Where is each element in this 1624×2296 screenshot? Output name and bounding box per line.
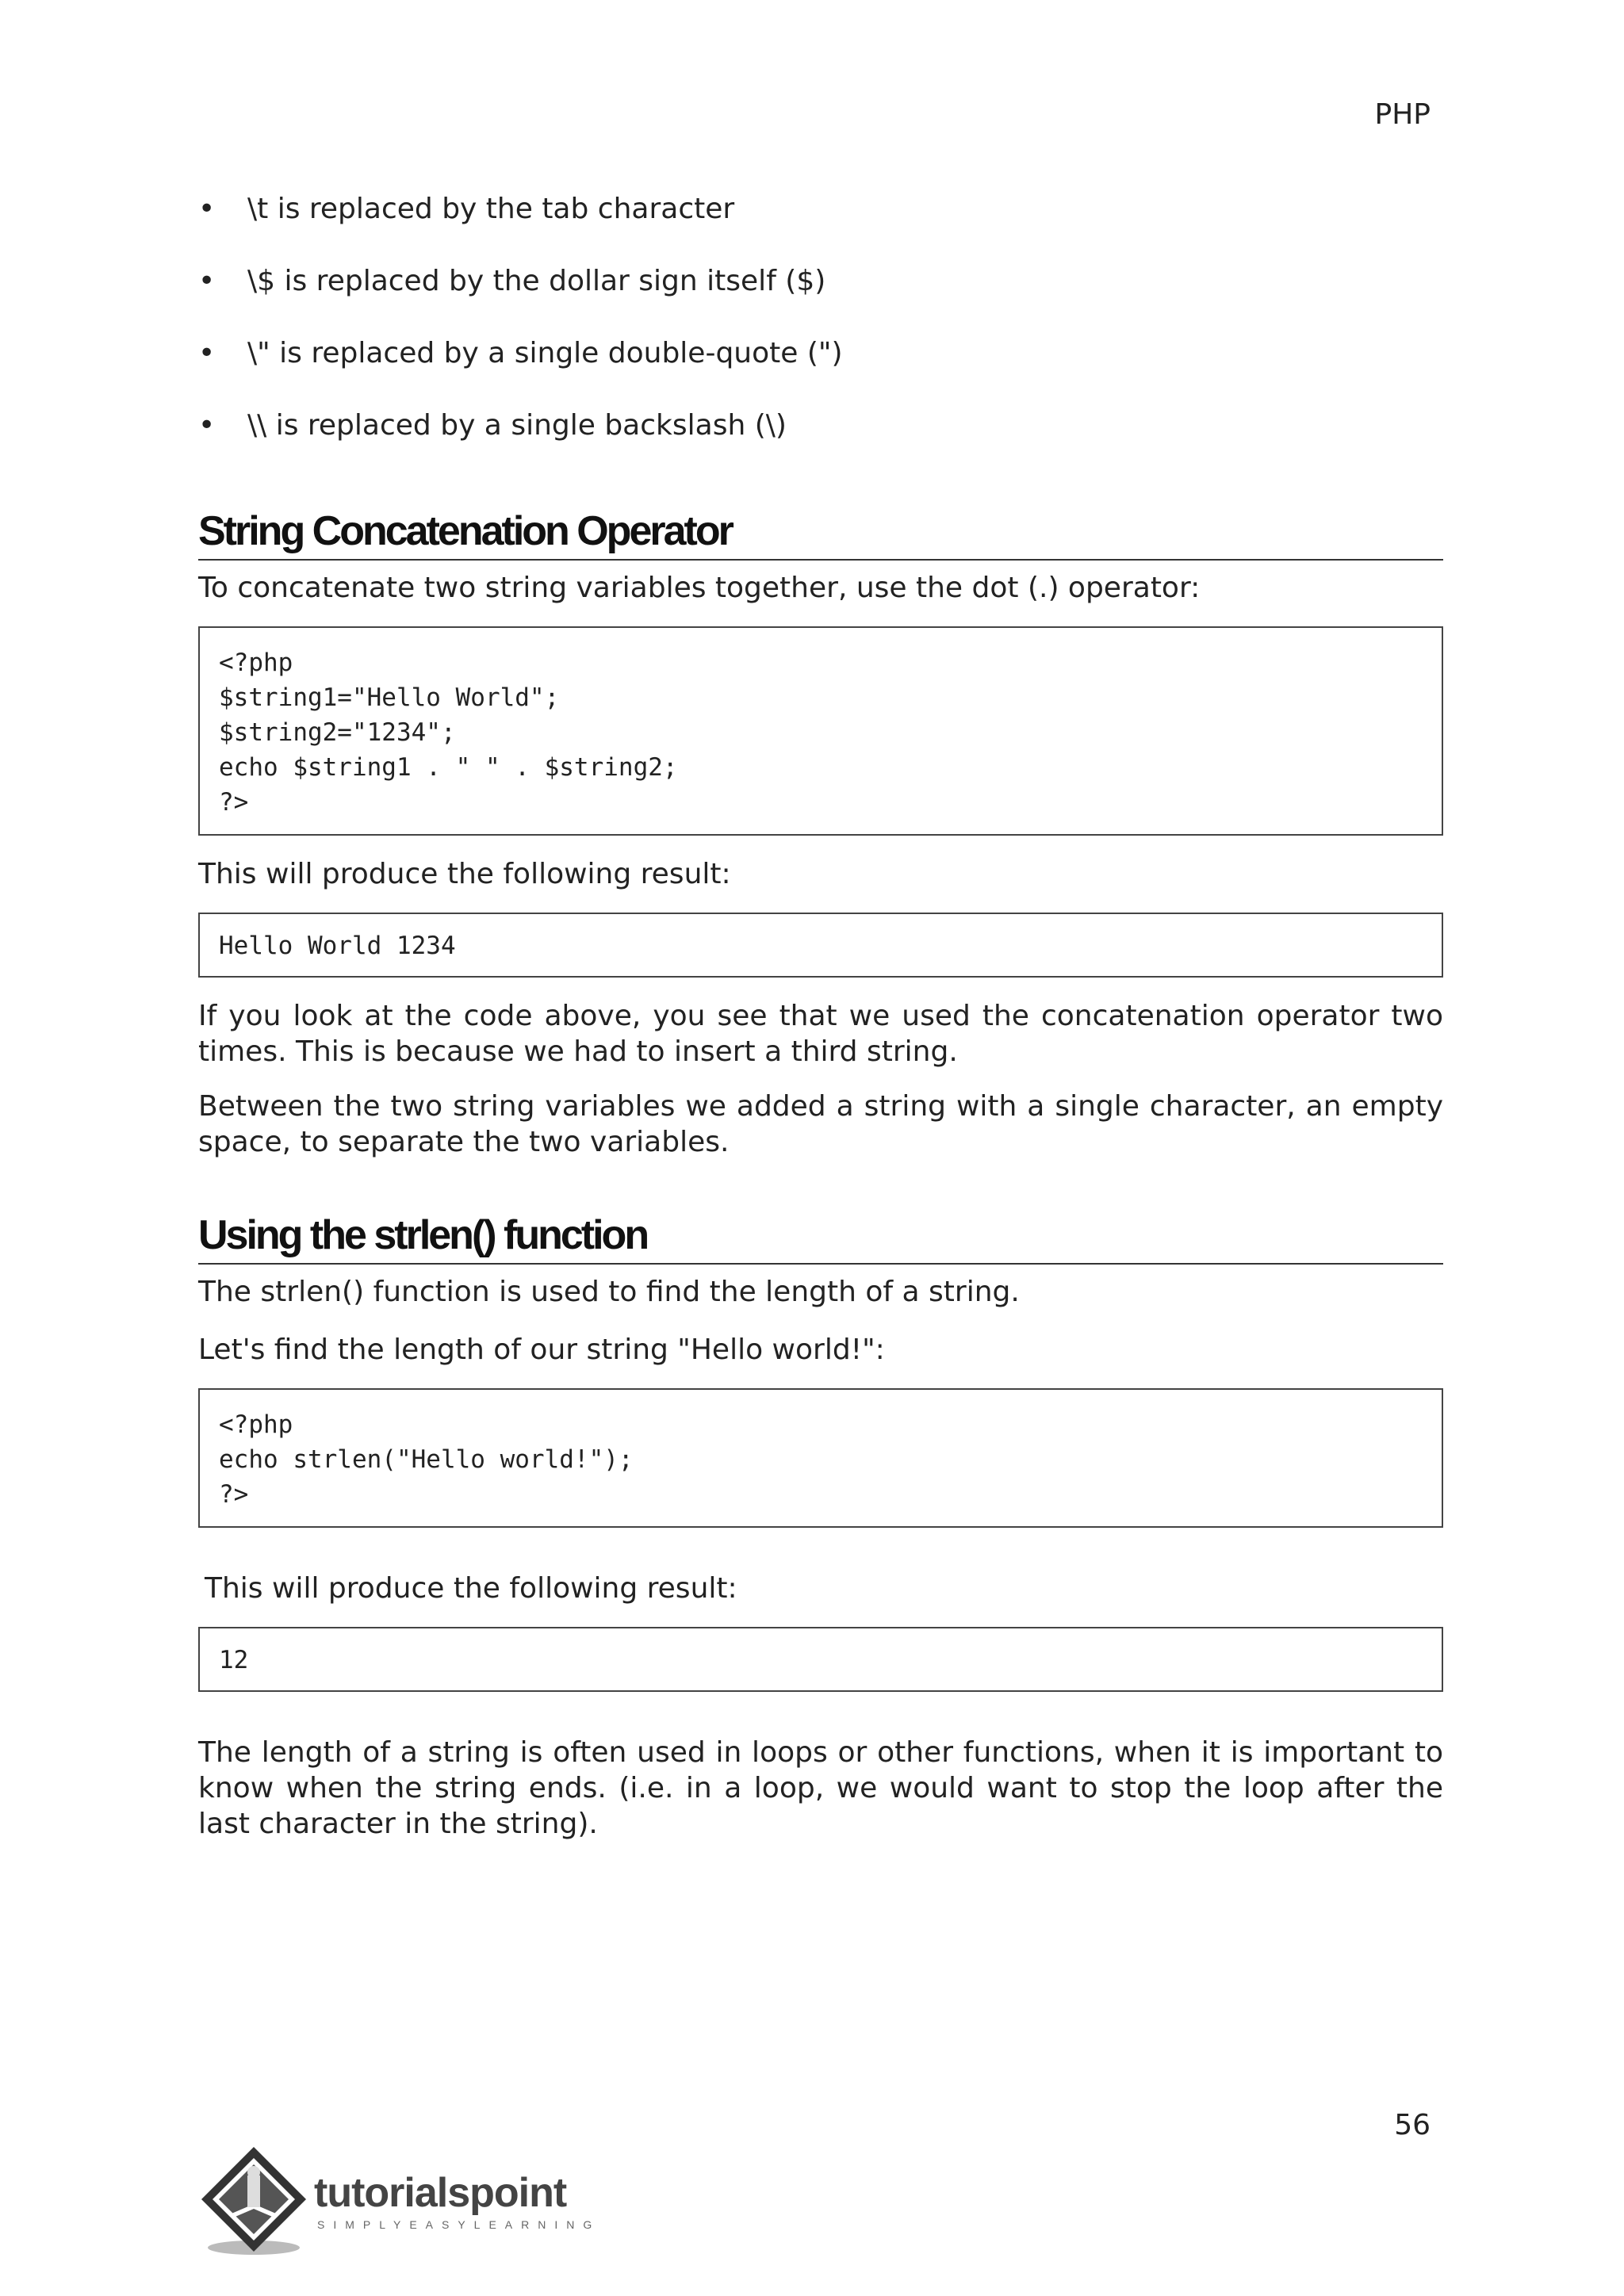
code-block: <?php echo strlen("Hello world!"); ?> bbox=[198, 1388, 1443, 1528]
list-item: • \\ is replaced by a single backslash (\) bbox=[247, 407, 1443, 445]
paragraph: This will produce the following result: bbox=[198, 858, 731, 890]
section-heading-strlen: Using the strlen() function bbox=[198, 1211, 1443, 1265]
escape-sequence-list bbox=[198, 190, 1443, 445]
paragraph: If you look at the code above, you see that we used the concatenation operator two times. This is because we had to insert a third string. bbox=[198, 1000, 1443, 1068]
paragraph: This will produce the following result: bbox=[205, 1572, 737, 1605]
paragraph: Let's find the length of our string "Hello world!": bbox=[198, 1334, 885, 1366]
list-item: • \$ is replaced by the dollar sign itself ($) bbox=[247, 262, 1443, 300]
result-block: Hello World 1234 bbox=[198, 913, 1443, 978]
paragraph: Between the two string variables we added a string with a single character, an empty space, to separate the two variables. bbox=[198, 1090, 1443, 1158]
code-block: <?php $string1="Hello World"; $string2="1234"; echo $string1 . " " . $string2; ?> bbox=[198, 626, 1443, 836]
tutorialspoint-logo bbox=[197, 2141, 609, 2260]
result-block: 12 bbox=[198, 1627, 1443, 1692]
paragraph: To concatenate two string variables together, use the dot (.) operator: bbox=[198, 572, 1201, 604]
list-item: • \" is replaced by a single double-quote (") bbox=[247, 335, 1443, 373]
list-item: • \t is replaced by the tab character bbox=[247, 190, 1443, 228]
page-number: 56 bbox=[1394, 2109, 1431, 2141]
tutorialspoint-logo-icon bbox=[197, 2141, 316, 2260]
running-header: PHP bbox=[1374, 98, 1431, 131]
logo-wordmark: tutorialspoint bbox=[314, 2170, 567, 2216]
logo-tagline: SIMPLYEASYLEARNING bbox=[317, 2218, 601, 2231]
paragraph: The length of a string is often used in loops or other functions, when it is important to know when the string ends. (i.e. in a loop, we would want to stop the loop after the last character in the string). bbox=[198, 1736, 1443, 1840]
paragraph: The strlen() function is used to find the length of a string. bbox=[198, 1276, 1020, 1308]
section-heading-concatenation: String Concatenation Operator bbox=[198, 507, 1443, 561]
page-content bbox=[198, 190, 1443, 1842]
